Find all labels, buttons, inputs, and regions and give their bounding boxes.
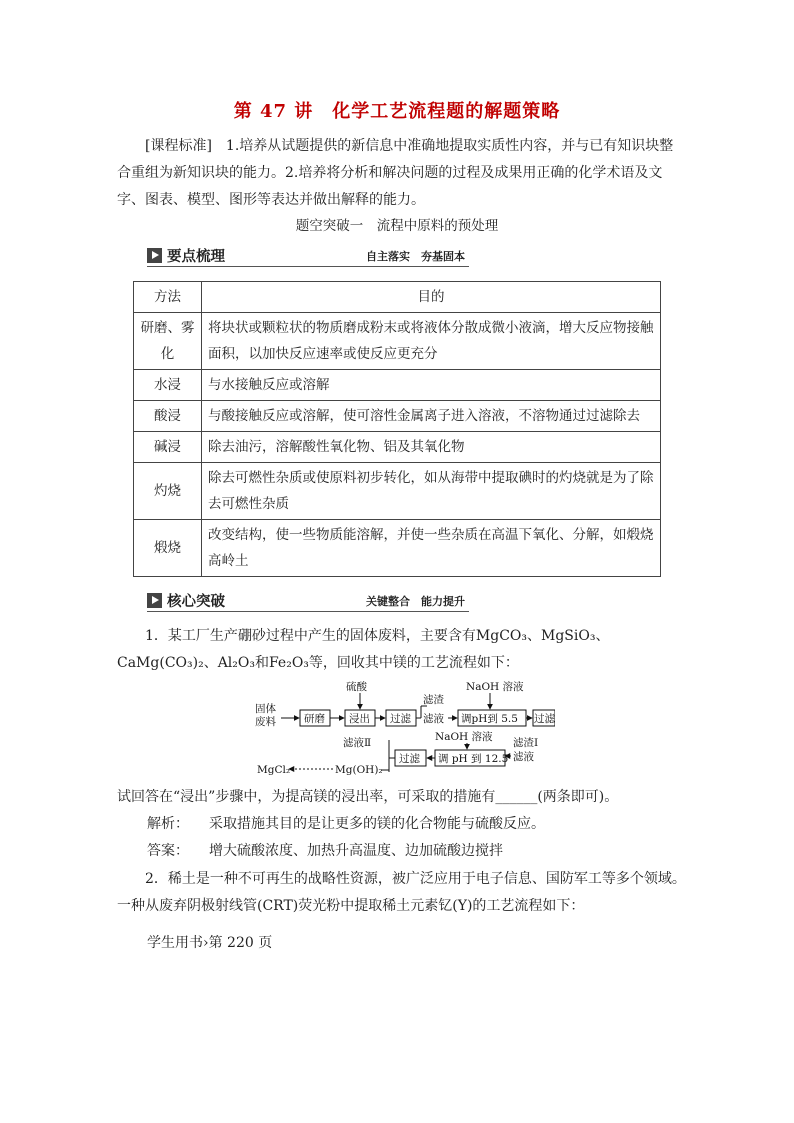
flow-grind-box: 研磨 [304, 713, 325, 725]
question-1-text: 1．某工厂生产硼砂过程中产生的固体废料，主要含有MgCO₃、MgSiO₃、CaMg(CO₃)₂、Al₂O₃和Fe₂O₃等，回收其中镁的工艺流程如下： [117, 628, 610, 671]
methods-table [133, 281, 661, 577]
table-row [134, 520, 661, 577]
flow-filtrate2-label: 滤液 [513, 751, 534, 763]
play-icon [147, 593, 162, 608]
flow-naoh-label: NaOH 溶液 [466, 681, 524, 693]
process-flow-diagram [255, 680, 555, 775]
method-cell: 煅烧 [134, 520, 202, 577]
flow-naoh2-label: NaOH 溶液 [435, 731, 493, 743]
course-standard: [课程标准] 1.培养从试题提供的新信息中准确地提取实质性内容，并与已有知识块整合重组为新知识块的能力。2.培养将分析和解决问题的过程及成果用正确的化学术语及文字、图表、模型、图形等表达并做出解释的能力。 [117, 138, 674, 208]
purpose-cell: 与水接触反应或溶解 [202, 370, 661, 401]
method-cell: 灼烧 [134, 463, 202, 520]
method-cell: 研磨、雾化 [134, 313, 202, 370]
section-header-core: 核心突破 关键整合 能力提升 [147, 591, 469, 612]
purpose-cell: 将块状或颗粒状的物质磨成粉末或将液体分散成微小液滴，增大反应物接触面积，以加快反应速率或使反应更充分 [202, 313, 661, 370]
purpose-cell: 与酸接触反应或溶解，使可溶性金属离子进入溶液，不溶物通过过滤除去 [202, 401, 661, 432]
flow-filter-box: 过滤 [390, 713, 411, 725]
table-row [134, 313, 661, 370]
table-row [134, 401, 661, 432]
flow-filtrate-ii-label: 滤液Ⅱ [343, 737, 372, 749]
flow-residue-label: 滤渣 [423, 694, 444, 706]
analysis: 解析： 采取措施其目的是让更多的镁的化合物能与硫酸反应。 [147, 816, 545, 832]
flow-raw-label: 废料 [255, 716, 276, 728]
question-2-text: 2．稀土是一种不可再生的战略性资源，被广泛应用于电子信息、国防军工等多个领域。一种从废弃阴极射线管(CRT)荧光粉中提取稀土元素钇(Y)的工艺流程如下： [117, 871, 686, 914]
purpose-cell: 改变结构，使一些物质能溶解，并使一些杂质在高温下氧化、分解，如煅烧高岭土 [202, 520, 661, 577]
flow-filtrate-label: 滤液 [423, 713, 444, 725]
flow-mgoh2-label: Mg(OH)₂ [335, 764, 383, 775]
flow-leach-box: 浸出 [349, 713, 370, 725]
section-subtitle: 题空突破一 流程中原料的预处理 [295, 218, 499, 234]
table-header: 目的 [202, 282, 661, 313]
section-header-key-points: 要点梳理 自主落实 夯基固本 [147, 246, 469, 267]
table-header-row [134, 282, 661, 313]
flow-acid-label: 硫酸 [346, 681, 367, 693]
table-row [134, 432, 661, 463]
flow-residue1-label: 滤渣Ⅰ [513, 737, 539, 749]
answer: 答案： 增大硫酸浓度、加热升高温度、边加硫酸边搅拌 [147, 843, 503, 859]
purpose-cell: 除去可燃性杂质或使原料初步转化，如从海带中提取碘时的灼烧就是为了除去可燃性杂质 [202, 463, 661, 520]
page-title: 第 47 讲 化学工艺流程题的解题策略 [233, 101, 561, 122]
flow-filter2-box: 过滤 [534, 713, 555, 725]
method-cell: 水浸 [134, 370, 202, 401]
table-row [134, 463, 661, 520]
method-cell: 酸浸 [134, 401, 202, 432]
flow-raw-label: 固体 [255, 703, 276, 715]
flow-ph2-box: 调 pH 到 12.5 [438, 753, 509, 765]
flow-filter3-box: 过滤 [399, 753, 420, 765]
flow-ph-box: 调pH到 5.5 [461, 713, 518, 725]
method-cell: 碱浸 [134, 432, 202, 463]
table-header: 方法 [134, 282, 202, 313]
purpose-cell: 除去油污，溶解酸性氧化物、铝及其氧化物 [202, 432, 661, 463]
question-1-prompt: 试回答在“浸出”步骤中，为提高镁的浸出率，可采取的措施有______(两条即可)。 [117, 789, 619, 805]
page-footer: 学生用书›第 220 页 [147, 935, 273, 951]
table-row [134, 370, 661, 401]
flow-mgcl2-label: MgCl₂ [257, 764, 291, 775]
play-icon [147, 248, 162, 263]
